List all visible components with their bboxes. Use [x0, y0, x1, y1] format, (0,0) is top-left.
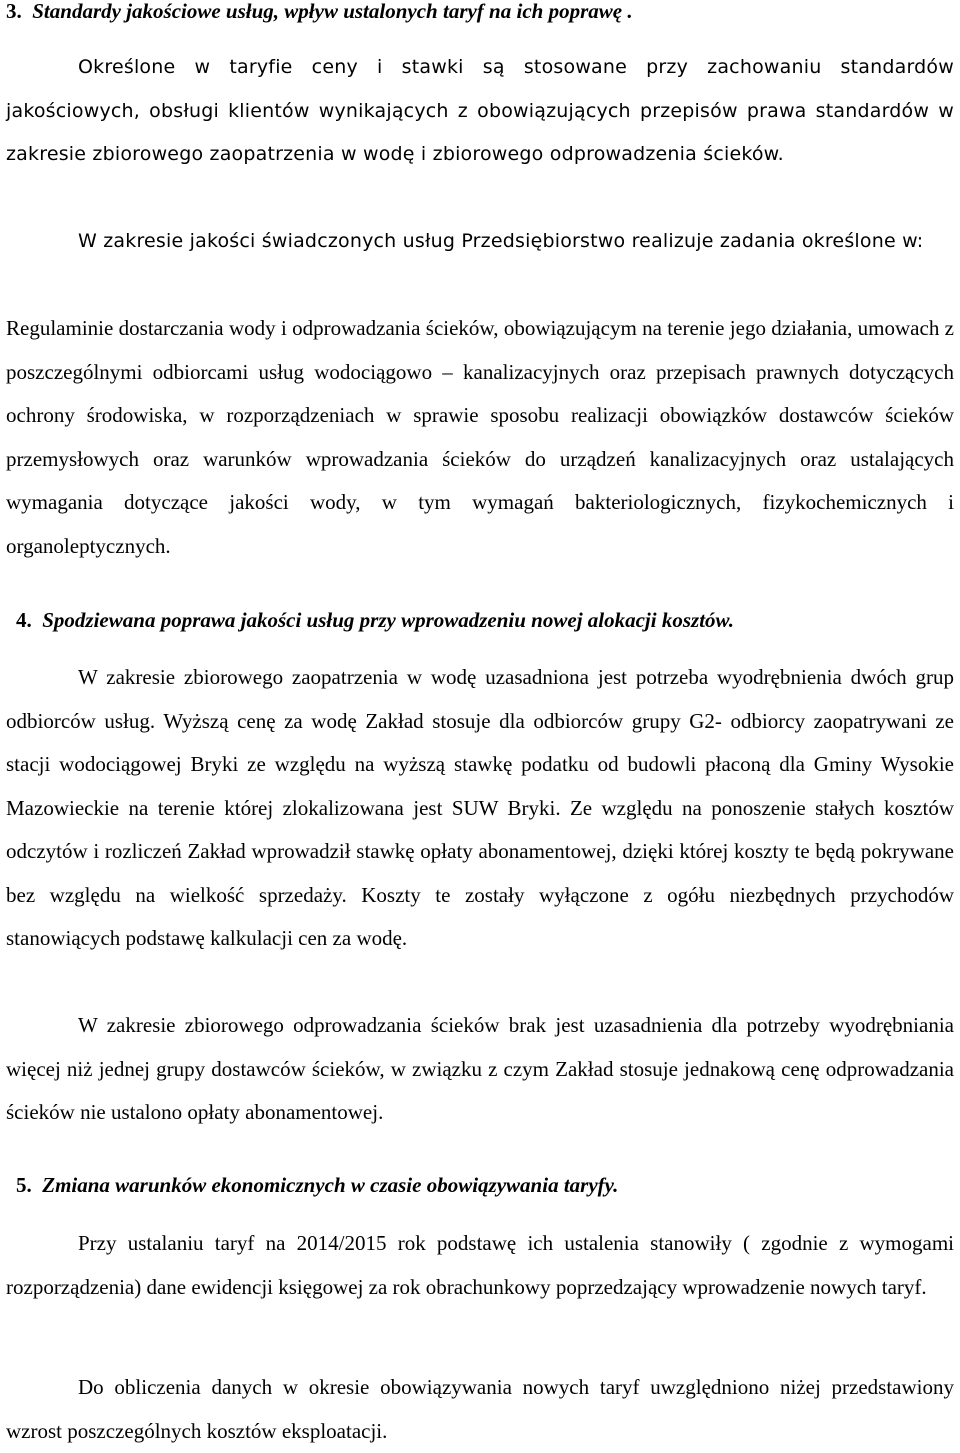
- section-3-heading: [6, 0, 633, 24]
- paragraph-regulations: Regulaminie dostarczania wody i odprowadzania ścieków, obowiązującym na terenie jego działania, umowach z poszczególnymi odbiorcami usług wodociągowo – kanalizacyjnych oraz przepisach prawnych dotyczących ochrony środowiska, w rozporządzeniach w sprawie sposobu realizacji obowiązków dostawców ścieków przemysłowych oraz warunków wprowadzania ścieków do urządzeń kanalizacyjnych oraz ustalających wymagania dotyczące jakości wody, w tym wymagań bakteriologicznych, fizykochemicznych i organoleptycznych.: [6, 316, 954, 558]
- section-4-heading: [16, 607, 734, 633]
- section-3-title: Standardy jakościowe usług, wpływ ustalonych taryf na ich poprawę .: [32, 0, 633, 23]
- paragraph-standards: Określone w taryfie ceny i stawki są stosowane przy zachowaniu standardów jakościowych, obsługi klientów wynikających z obowiązujących przepisów prawa standardów w zakresie zbiorowego zaopatrzenia w wodę i zbiorowego odprowadzenia ścieków.: [6, 56, 954, 165]
- paragraph-scope-intro: W zakresie jakości świadczonych usług Przedsiębiorstwo realizuje zadania określone w:: [78, 230, 924, 252]
- paragraph-tariff-basis: Przy ustalaniu taryf na 2014/2015 rok podstawę ich ustalenia stanowiły ( zgodnie z wymogami rozporządzenia) dane ewidencji księgowej za rok obrachunkowy poprzedzający wprowadzenie nowych taryf.: [6, 1231, 954, 1299]
- paragraph-sewage: W zakresie zbiorowego odprowadzania ścieków brak jest uzasadnienia dla potrzeby wyodrębniania więcej niż jednej grupy dostawców ścieków, w związku z czym Zakład stosuje jednakową cenę odprowadzania ścieków nie ustalono opłaty abonamentowej.: [6, 1013, 954, 1124]
- paragraph-water-supply: W zakresie zbiorowego zaopatrzenia w wodę uzasadniona jest potrzeba wyodrębnienia dwóch grup odbiorców usług. Wyższą cenę za wodę Zakład stosuje dla odbiorców grupy G2- odbiorcy zaopatrywani ze stacji wodociągowej Bryki ze względu na wyższą stawkę podatku od budowli płaconą dla Gminy Wysokie Mazowieckie na terenie której zlokalizowana jest SUW Bryki. Ze względu na ponoszenie stałych kosztów odczytów i rozliczeń Zakład wprowadził stawkę opłaty abonamentowej, dzięki której koszty te będą pokrywane bez względu na wielkość sprzedaży. Koszty te zostały wyłączone z ogółu niezbędnych przychodów stanowiących podstawę kalkulacji cen za wodę.: [6, 665, 954, 950]
- section-4-number: 4.: [16, 608, 32, 632]
- paragraph-cost-growth: Do obliczenia danych w okresie obowiązywania nowych taryf uwzględniono niżej przedstawiony wzrost poszczególnych kosztów eksploatacji.: [6, 1375, 954, 1443]
- section-5-number: 5.: [16, 1173, 32, 1197]
- section-3-number: 3.: [6, 0, 22, 23]
- section-4-title: Spodziewana poprawa jakości usług przy wprowadzeniu nowej alokacji kosztów.: [42, 608, 735, 632]
- section-5-heading: [16, 1172, 618, 1198]
- section-5-title: Zmiana warunków ekonomicznych w czasie obowiązywania taryfy.: [42, 1173, 619, 1197]
